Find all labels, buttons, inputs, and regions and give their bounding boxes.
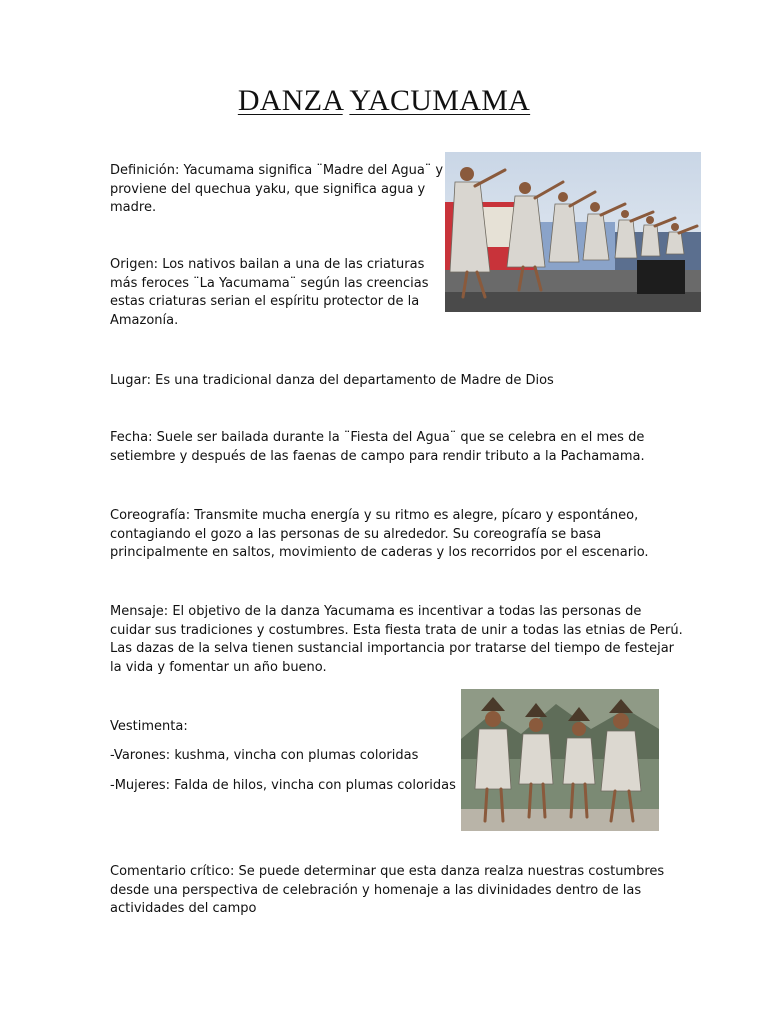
- paragraph-coreografia: Coreografía: Transmite mucha energía y su ritmo es alegre, pícaro y espontáneo, contagiando el gozo a las personas de su alrededor. Su coreografía se basa principalmente en saltos, movimiento de caderas y los recorridos por el escenario.: [110, 508, 649, 561]
- title-word-yacumama: YACUMAMA: [349, 84, 531, 117]
- paragraph-mensaje: Mensaje: El objetivo de la danza Yacumama es incentivar a todas las personas de cuidar sus tradiciones y costumbres. Esta fiesta trata de unir a todas las etnias de Perú. Las dazas de la selva tienen sustancial importancia por tratarse del tiempo de festejar la vida y fomentar un año bueno.: [110, 604, 683, 675]
- paragraph-vestimenta: Vestimenta:: [110, 719, 188, 734]
- paragraph-definicion: Definición: Yacumama significa ¨Madre del Agua¨ y proviene del quechua yaku, que significa agua y madre.: [110, 163, 444, 216]
- paragraph-varones: -Varones: kushma, vincha con plumas coloridas: [110, 748, 419, 763]
- dancers-stage-photo: [445, 152, 701, 312]
- page-title: [0, 84, 768, 118]
- paragraph-origen: Origen: Los nativos bailan a una de las criaturas más feroces ¨La Yacumama¨ según las creencias estas criaturas serian el espíritu protector de la Amazonía.: [110, 257, 429, 328]
- costumed-dancers-photo: [461, 689, 659, 831]
- paragraph-lugar: Lugar: Es una tradicional danza del departamento de Madre de Dios: [110, 373, 554, 388]
- paragraph-fecha: Fecha: Suele ser bailada durante la ¨Fiesta del Agua¨ que se celebra en el mes de setiembre y después de las faenas de campo para rendir tributo a la Pachamama.: [110, 430, 645, 464]
- title-word-danza: DANZA: [237, 84, 343, 117]
- paragraph-comentario: Comentario crítico: Se puede determinar que esta danza realza nuestras costumbres desde una perspectiva de celebración y homenaje a las divinidades dentro de las actividades del campo: [110, 864, 665, 917]
- paragraph-mujeres: -Mujeres: Falda de hilos, vincha con plumas coloridas: [110, 778, 456, 793]
